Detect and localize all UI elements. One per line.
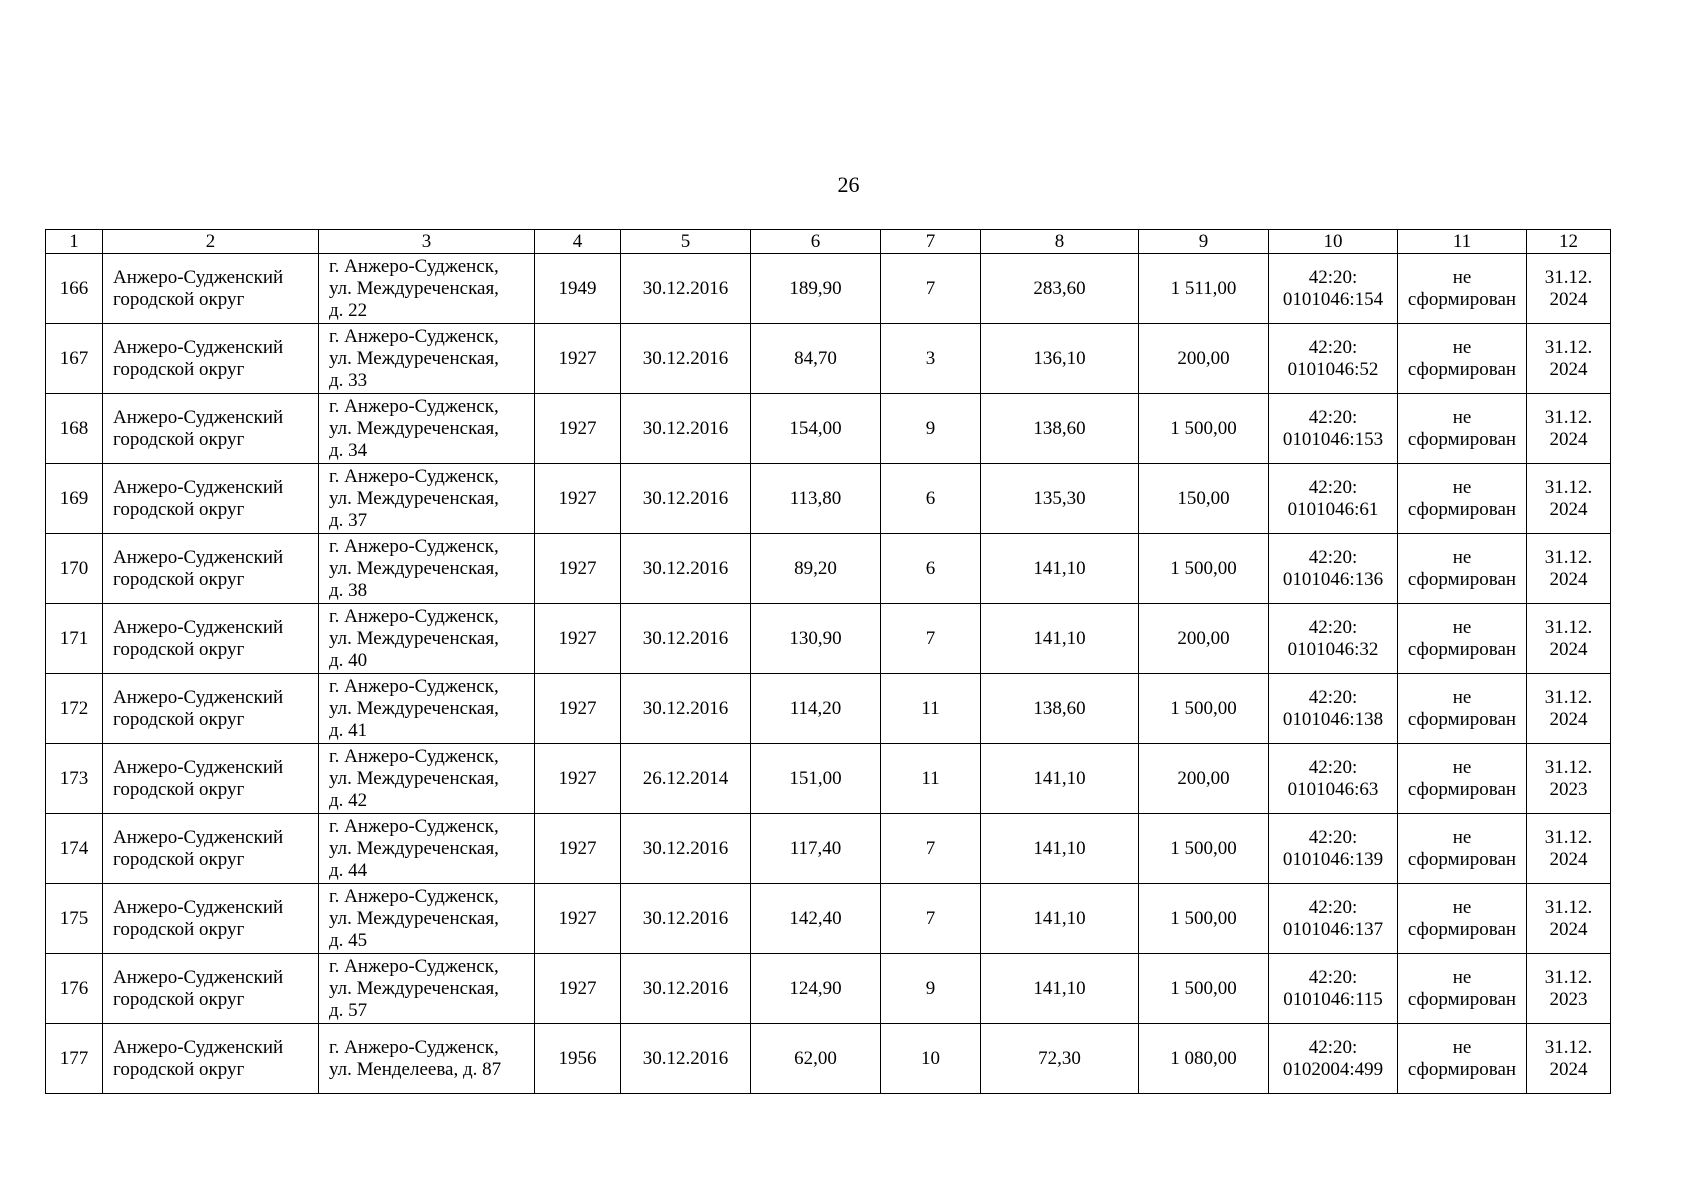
year-cell: 1927 [535,674,621,744]
land-area-cell: 135,30 [981,464,1139,534]
row-number-cell: 174 [46,814,103,884]
deadline-cell: 31.12. 2023 [1527,744,1611,814]
municipality-cell: Анжеро-Судженский городской округ [103,324,319,394]
row-number-cell: 170 [46,534,103,604]
status-cell: не сформирован [1398,1024,1527,1094]
municipality-cell: Анжеро-Судженский городской округ [103,814,319,884]
date-cell: 30.12.2016 [621,324,751,394]
address-cell: г. Анжеро-Судженск, ул. Междуреченская, д. 22 [319,254,535,324]
year-cell: 1927 [535,604,621,674]
value-cell: 1 500,00 [1139,394,1269,464]
area-cell: 151,00 [751,744,881,814]
address-cell: г. Анжеро-Судженск, ул. Междуреченская, д. 41 [319,674,535,744]
deadline-cell: 31.12. 2024 [1527,324,1611,394]
value-cell: 200,00 [1139,604,1269,674]
column-header: 5 [621,230,751,254]
cadastral-number-cell: 42:20: 0101046:139 [1269,814,1398,884]
column-header: 8 [981,230,1139,254]
column-header: 3 [319,230,535,254]
table-row [46,954,1611,1024]
year-cell: 1927 [535,884,621,954]
land-area-cell: 138,60 [981,394,1139,464]
column-header: 6 [751,230,881,254]
row-number-cell: 169 [46,464,103,534]
land-area-cell: 72,30 [981,1024,1139,1094]
address-cell: г. Анжеро-Судженск, ул. Междуреченская, д. 57 [319,954,535,1024]
column-header: 4 [535,230,621,254]
table-row [46,254,1611,324]
row-number-cell: 177 [46,1024,103,1094]
table-body [46,254,1611,1094]
land-area-cell: 138,60 [981,674,1139,744]
column-header: 10 [1269,230,1398,254]
year-cell: 1927 [535,744,621,814]
residents-cell: 6 [881,534,981,604]
deadline-cell: 31.12. 2024 [1527,1024,1611,1094]
date-cell: 30.12.2016 [621,884,751,954]
cadastral-number-cell: 42:20: 0101046:136 [1269,534,1398,604]
status-cell: не сформирован [1398,744,1527,814]
row-number-cell: 171 [46,604,103,674]
year-cell: 1927 [535,464,621,534]
address-cell: г. Анжеро-Судженск, ул. Междуреченская, д. 44 [319,814,535,884]
residents-cell: 7 [881,814,981,884]
column-header: 1 [46,230,103,254]
row-number-cell: 167 [46,324,103,394]
cadastral-number-cell: 42:20: 0101046:61 [1269,464,1398,534]
deadline-cell: 31.12. 2024 [1527,814,1611,884]
date-cell: 30.12.2016 [621,464,751,534]
column-header: 9 [1139,230,1269,254]
status-cell: не сформирован [1398,604,1527,674]
status-cell: не сформирован [1398,394,1527,464]
municipality-cell: Анжеро-Судженский городской округ [103,744,319,814]
residents-cell: 7 [881,604,981,674]
value-cell: 200,00 [1139,324,1269,394]
area-cell: 114,20 [751,674,881,744]
table-row [46,534,1611,604]
residents-cell: 7 [881,884,981,954]
municipality-cell: Анжеро-Судженский городской округ [103,954,319,1024]
status-cell: не сформирован [1398,954,1527,1024]
row-number-cell: 175 [46,884,103,954]
date-cell: 30.12.2016 [621,814,751,884]
land-area-cell: 141,10 [981,814,1139,884]
cadastral-number-cell: 42:20: 0101046:52 [1269,324,1398,394]
land-area-cell: 141,10 [981,744,1139,814]
address-cell: г. Анжеро-Судженск, ул. Междуреченская, д. 40 [319,604,535,674]
column-header: 2 [103,230,319,254]
date-cell: 30.12.2016 [621,254,751,324]
table-row [46,814,1611,884]
area-cell: 113,80 [751,464,881,534]
area-cell: 124,90 [751,954,881,1024]
year-cell: 1927 [535,324,621,394]
deadline-cell: 31.12. 2023 [1527,954,1611,1024]
year-cell: 1956 [535,1024,621,1094]
deadline-cell: 31.12. 2024 [1527,604,1611,674]
municipality-cell: Анжеро-Судженский городской округ [103,674,319,744]
deadline-cell: 31.12. 2024 [1527,394,1611,464]
status-cell: не сформирован [1398,254,1527,324]
value-cell: 1 500,00 [1139,814,1269,884]
value-cell: 1 500,00 [1139,674,1269,744]
year-cell: 1927 [535,954,621,1024]
date-cell: 30.12.2016 [621,394,751,464]
year-cell: 1949 [535,254,621,324]
value-cell: 200,00 [1139,744,1269,814]
area-cell: 62,00 [751,1024,881,1094]
residents-cell: 10 [881,1024,981,1094]
status-cell: не сформирован [1398,534,1527,604]
date-cell: 30.12.2016 [621,534,751,604]
status-cell: не сформирован [1398,814,1527,884]
column-header: 11 [1398,230,1527,254]
column-number-row [46,230,1611,254]
status-cell: не сформирован [1398,464,1527,534]
address-cell: г. Анжеро-Судженск, ул. Менделеева, д. 87 [319,1024,535,1094]
land-area-cell: 283,60 [981,254,1139,324]
row-number-cell: 166 [46,254,103,324]
deadline-cell: 31.12. 2024 [1527,884,1611,954]
municipality-cell: Анжеро-Судженский городской округ [103,394,319,464]
municipality-cell: Анжеро-Судженский городской округ [103,464,319,534]
cadastral-number-cell: 42:20: 0101046:138 [1269,674,1398,744]
residents-cell: 7 [881,254,981,324]
land-area-cell: 141,10 [981,534,1139,604]
year-cell: 1927 [535,814,621,884]
land-area-cell: 141,10 [981,884,1139,954]
cadastral-number-cell: 42:20: 0101046:153 [1269,394,1398,464]
date-cell: 30.12.2016 [621,1024,751,1094]
column-header: 12 [1527,230,1611,254]
area-cell: 84,70 [751,324,881,394]
area-cell: 130,90 [751,604,881,674]
address-cell: г. Анжеро-Судженск, ул. Междуреченская, д. 37 [319,464,535,534]
date-cell: 30.12.2016 [621,674,751,744]
address-cell: г. Анжеро-Судженск, ул. Междуреченская, д. 38 [319,534,535,604]
address-cell: г. Анжеро-Судженск, ул. Междуреченская, д. 34 [319,394,535,464]
value-cell: 1 080,00 [1139,1024,1269,1094]
address-cell: г. Анжеро-Судженск, ул. Междуреченская, д. 42 [319,744,535,814]
residents-cell: 3 [881,324,981,394]
area-cell: 189,90 [751,254,881,324]
year-cell: 1927 [535,534,621,604]
cadastral-number-cell: 42:20: 0101046:137 [1269,884,1398,954]
municipality-cell: Анжеро-Судженский городской округ [103,254,319,324]
residents-cell: 6 [881,464,981,534]
address-cell: г. Анжеро-Судженск, ул. Междуреченская, д. 33 [319,324,535,394]
table-row [46,1024,1611,1094]
address-cell: г. Анжеро-Судженск, ул. Междуреченская, д. 45 [319,884,535,954]
date-cell: 26.12.2014 [621,744,751,814]
table-row [46,884,1611,954]
deadline-cell: 31.12. 2024 [1527,464,1611,534]
page-number: 26 [837,172,860,197]
land-area-cell: 141,10 [981,604,1139,674]
table-row [46,324,1611,394]
area-cell: 117,40 [751,814,881,884]
value-cell: 1 500,00 [1139,954,1269,1024]
cadastral-number-cell: 42:20: 0101046:32 [1269,604,1398,674]
row-number-cell: 168 [46,394,103,464]
area-cell: 154,00 [751,394,881,464]
municipality-cell: Анжеро-Судженский городской округ [103,884,319,954]
municipality-cell: Анжеро-Судженский городской округ [103,534,319,604]
status-cell: не сформирован [1398,324,1527,394]
row-number-cell: 172 [46,674,103,744]
municipality-cell: Анжеро-Судженский городской округ [103,1024,319,1094]
row-number-cell: 176 [46,954,103,1024]
value-cell: 1 500,00 [1139,884,1269,954]
column-header: 7 [881,230,981,254]
status-cell: не сформирован [1398,674,1527,744]
municipality-cell: Анжеро-Судженский городской округ [103,604,319,674]
date-cell: 30.12.2016 [621,604,751,674]
residents-cell: 11 [881,674,981,744]
value-cell: 1 500,00 [1139,534,1269,604]
cadastral-number-cell: 42:20: 0101046:115 [1269,954,1398,1024]
table-row [46,464,1611,534]
cadastral-number-cell: 42:20: 0102004:499 [1269,1024,1398,1094]
residents-cell: 9 [881,394,981,464]
cadastral-number-cell: 42:20: 0101046:154 [1269,254,1398,324]
area-cell: 89,20 [751,534,881,604]
value-cell: 150,00 [1139,464,1269,534]
cadastral-number-cell: 42:20: 0101046:63 [1269,744,1398,814]
deadline-cell: 31.12. 2024 [1527,534,1611,604]
area-cell: 142,40 [751,884,881,954]
year-cell: 1927 [535,394,621,464]
residents-cell: 9 [881,954,981,1024]
table-row [46,674,1611,744]
deadline-cell: 31.12. 2024 [1527,674,1611,744]
date-cell: 30.12.2016 [621,954,751,1024]
land-area-cell: 141,10 [981,954,1139,1024]
status-cell: не сформирован [1398,884,1527,954]
table-row [46,744,1611,814]
land-area-cell: 136,10 [981,324,1139,394]
deadline-cell: 31.12. 2024 [1527,254,1611,324]
residents-cell: 11 [881,744,981,814]
housing-registry-table [45,229,1611,1094]
value-cell: 1 511,00 [1139,254,1269,324]
table-row [46,604,1611,674]
table-row [46,394,1611,464]
row-number-cell: 173 [46,744,103,814]
